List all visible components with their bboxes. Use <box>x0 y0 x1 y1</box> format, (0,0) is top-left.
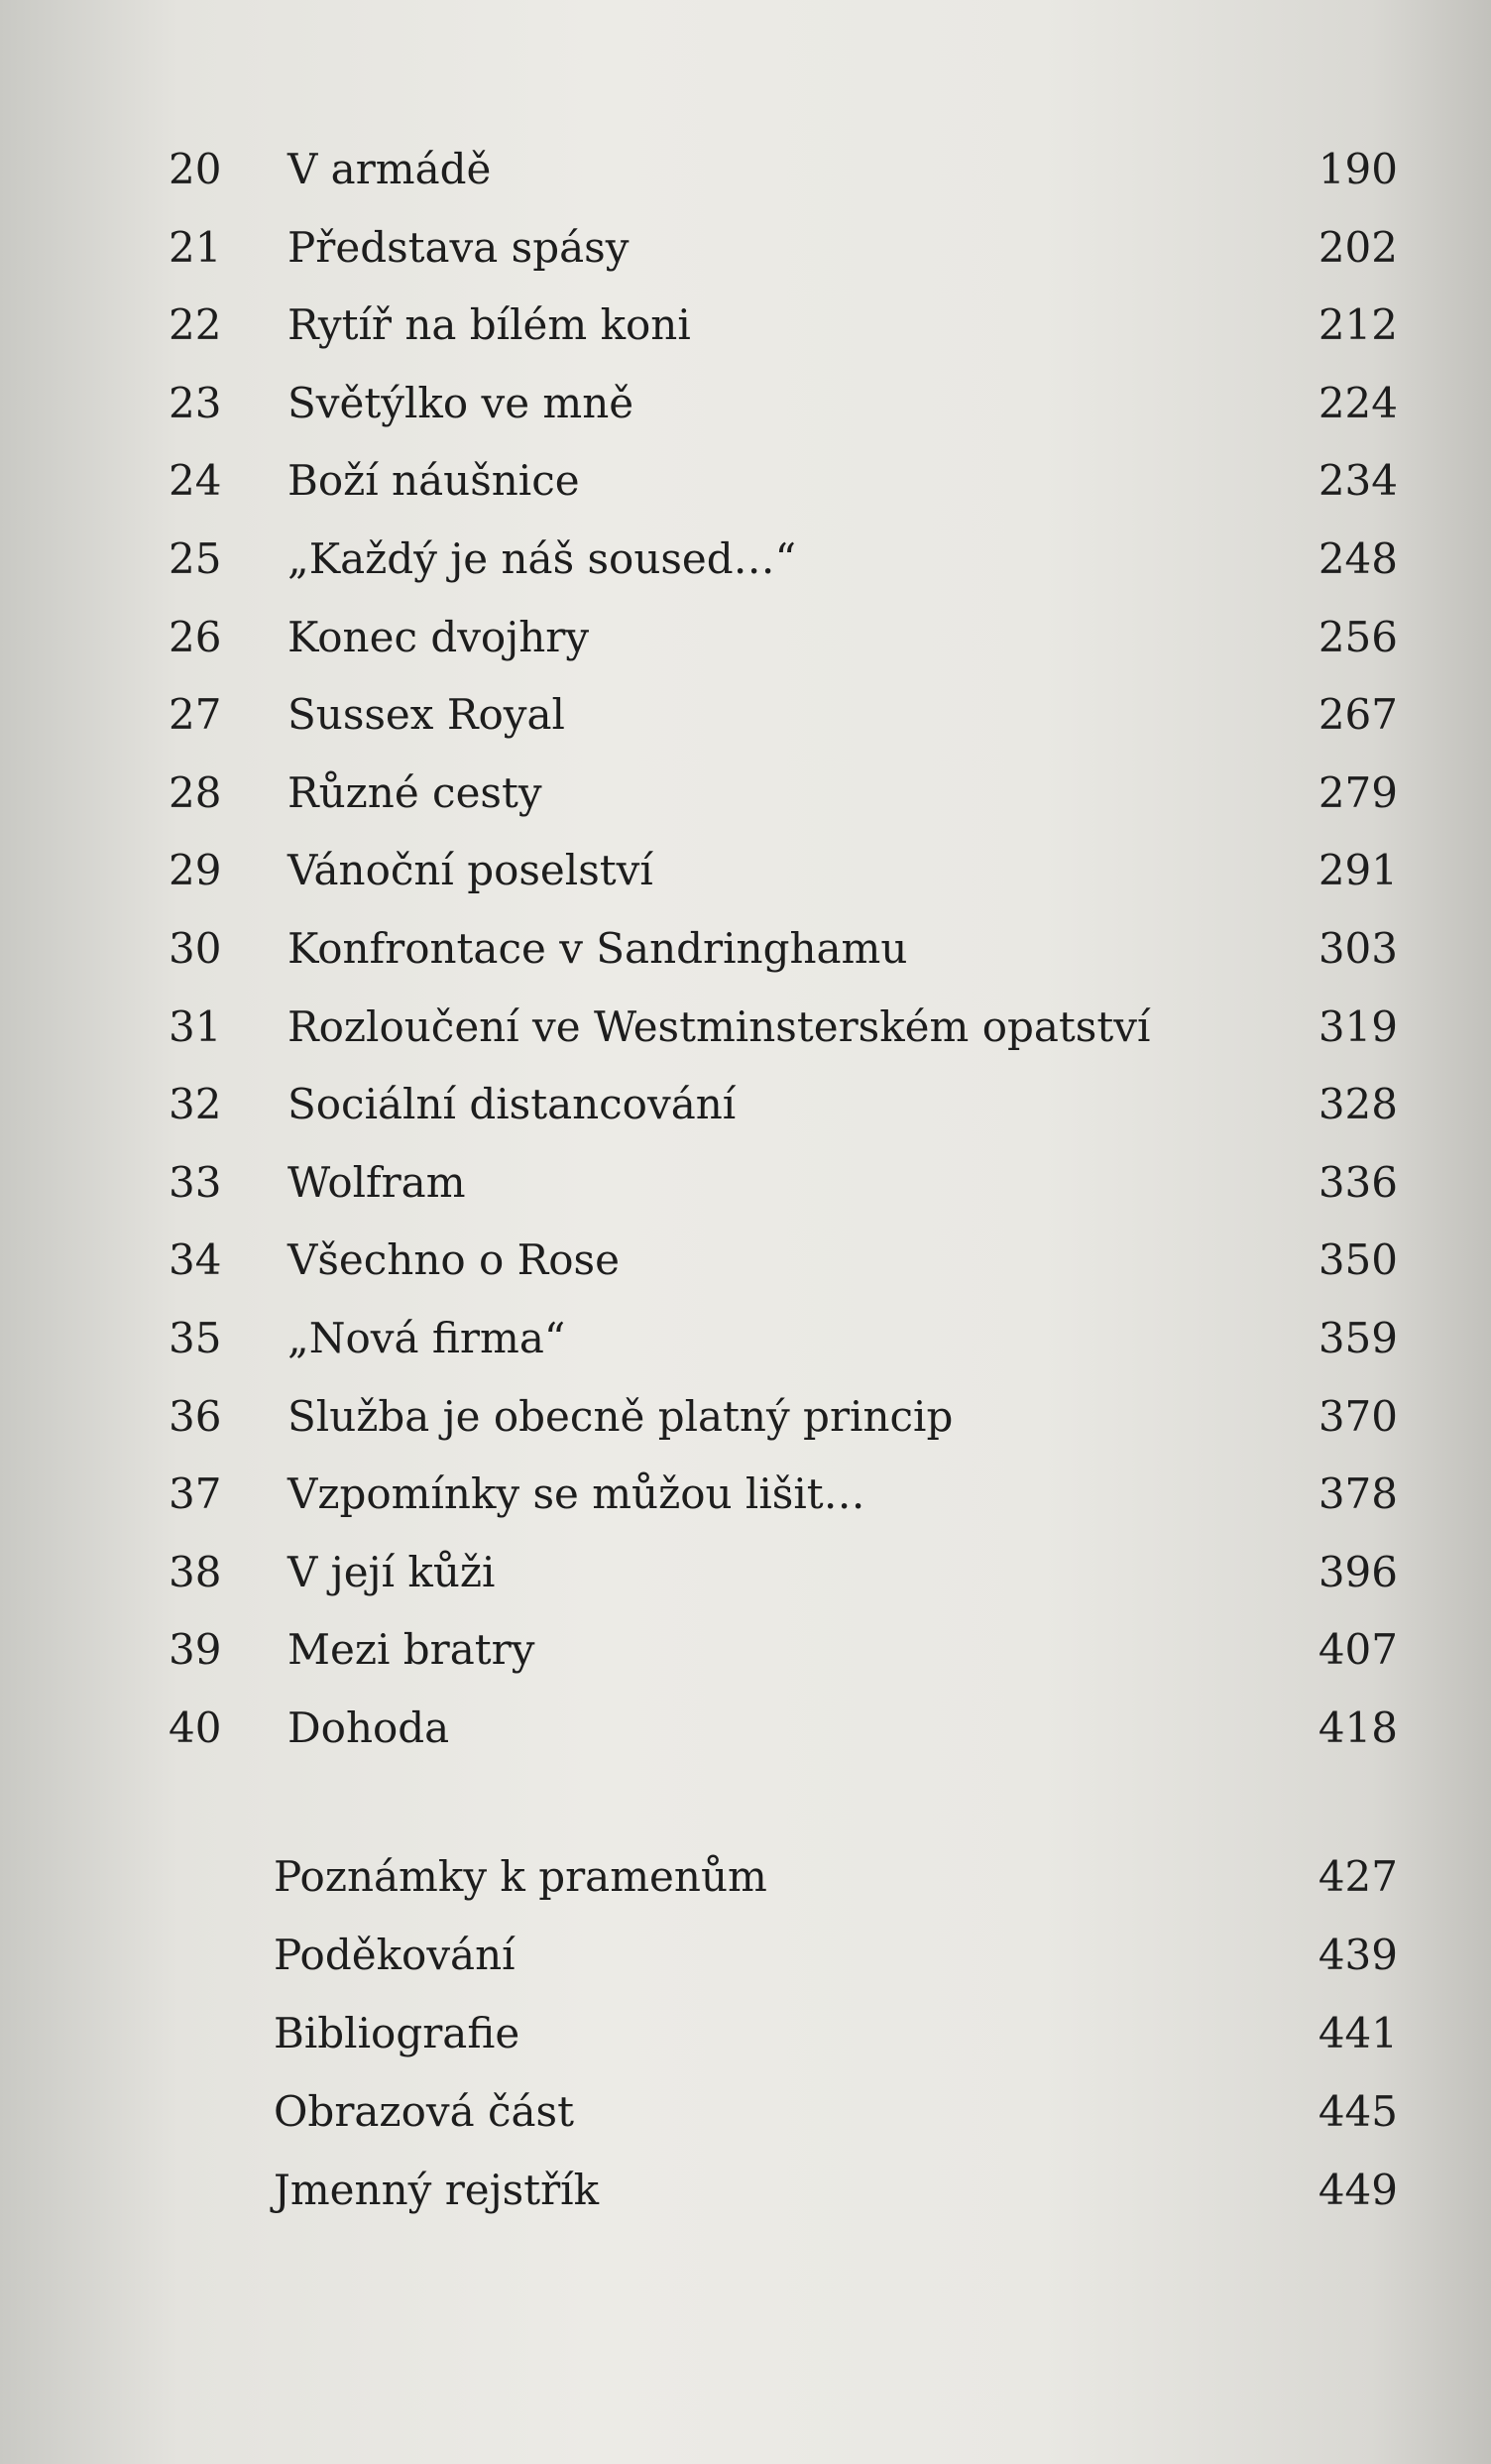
back-matter-title: Jmenný rejstřík <box>274 2166 600 2214</box>
chapter-number: 24 <box>169 456 222 506</box>
chapter-title: Světýlko ve mně <box>287 378 634 427</box>
page-number: 370 <box>1318 1391 1398 1441</box>
toc-entry <box>169 1378 1398 1457</box>
chapter-title: Různé cesty <box>287 767 542 817</box>
toc-entry <box>169 1066 1398 1144</box>
chapter-number: 36 <box>169 1391 222 1441</box>
toc-entry <box>169 1222 1398 1300</box>
page-number: 202 <box>1318 222 1398 272</box>
page-number: 336 <box>1318 1157 1398 1207</box>
chapter-number: 32 <box>169 1080 222 1129</box>
toc-entry <box>169 1300 1398 1378</box>
toc-entry <box>169 1611 1398 1690</box>
page-number: 328 <box>1318 1080 1398 1129</box>
page-number: 359 <box>1318 1313 1398 1362</box>
chapter-number: 38 <box>169 1547 222 1596</box>
page-number: 190 <box>1318 145 1398 193</box>
chapter-number: 40 <box>169 1702 222 1752</box>
back-matter-entry <box>169 1837 1398 1916</box>
page-number: 256 <box>1318 612 1398 661</box>
page-number: 291 <box>1318 846 1398 895</box>
page-number: 396 <box>1318 1547 1398 1596</box>
chapter-title: V armádě <box>287 145 492 193</box>
page-number: 303 <box>1318 923 1398 973</box>
toc-entry <box>169 287 1398 365</box>
chapter-title: V její kůži <box>287 1547 496 1596</box>
chapter-title: Wolfram <box>287 1157 466 1207</box>
page-number: 212 <box>1318 300 1398 350</box>
chapter-title: Představa spásy <box>287 222 630 272</box>
toc-entry <box>169 1456 1398 1534</box>
chapter-number: 27 <box>169 690 222 740</box>
toc-entry <box>169 832 1398 910</box>
chapter-title: Rozloučení ve Westminsterském opatství <box>287 1001 1151 1051</box>
chapter-number: 28 <box>169 767 222 817</box>
page-number: 319 <box>1318 1001 1398 1051</box>
toc-entry <box>169 209 1398 288</box>
chapter-title: Sociální distancování <box>287 1080 737 1129</box>
chapter-title: Dohoda <box>287 1702 450 1752</box>
chapter-number: 20 <box>169 145 222 193</box>
toc-entry <box>169 910 1398 989</box>
chapter-title: „Každý je náš soused…“ <box>287 533 797 583</box>
toc-entry <box>169 442 1398 521</box>
chapter-number: 39 <box>169 1625 222 1675</box>
chapter-title: Mezi bratry <box>287 1625 535 1675</box>
chapter-title: Všechno o Rose <box>287 1235 620 1285</box>
chapter-number: 37 <box>169 1469 222 1519</box>
table-of-contents <box>169 131 1398 1767</box>
toc-entry <box>169 1534 1398 1612</box>
back-matter-title: Obrazová část <box>274 2087 574 2136</box>
toc-entry <box>169 365 1398 443</box>
back-matter-title: Poznámky k pramenům <box>274 1852 767 1901</box>
chapter-number: 29 <box>169 846 222 895</box>
page-number: 418 <box>1318 1702 1398 1752</box>
chapter-number: 33 <box>169 1157 222 1207</box>
chapter-number: 34 <box>169 1235 222 1285</box>
chapter-number: 31 <box>169 1001 222 1051</box>
toc-entry <box>169 1690 1398 1768</box>
back-matter-title: Poděkování <box>274 1931 516 1979</box>
toc-entry <box>169 599 1398 677</box>
page-number: 378 <box>1318 1469 1398 1519</box>
chapter-title: Rytíř na bílém koni <box>287 300 691 350</box>
page-number: 439 <box>1318 1931 1398 1979</box>
back-matter-title: Bibliografie <box>274 2009 520 2057</box>
back-matter-entry <box>169 2151 1398 2229</box>
chapter-title: Konfrontace v Sandringhamu <box>287 923 908 973</box>
page-number: 449 <box>1318 2166 1398 2214</box>
page-number: 407 <box>1318 1625 1398 1675</box>
page-number: 267 <box>1318 690 1398 740</box>
chapter-title: Vánoční poselství <box>287 846 653 895</box>
chapter-number: 25 <box>169 533 222 583</box>
back-matter-entry <box>169 1994 1398 2072</box>
toc-entry <box>169 1144 1398 1223</box>
page-number: 445 <box>1318 2087 1398 2136</box>
page-number: 350 <box>1318 1235 1398 1285</box>
chapter-title: Konec dvojhry <box>287 612 590 661</box>
back-matter-list <box>169 1837 1398 2229</box>
chapter-title: Služba je obecně platný princip <box>287 1391 954 1441</box>
toc-entry <box>169 676 1398 755</box>
page-number: 224 <box>1318 378 1398 427</box>
chapter-title: „Nová firma“ <box>287 1313 566 1362</box>
chapter-number: 30 <box>169 923 222 973</box>
chapter-title: Vzpomínky se můžou lišit… <box>287 1469 865 1519</box>
chapter-title: Boží náušnice <box>287 456 580 506</box>
chapter-title: Sussex Royal <box>287 690 565 740</box>
page-number: 234 <box>1318 456 1398 506</box>
chapter-number: 22 <box>169 300 222 350</box>
chapter-number: 35 <box>169 1313 222 1362</box>
page-number: 441 <box>1318 2009 1398 2057</box>
page-number: 248 <box>1318 533 1398 583</box>
page-number: 279 <box>1318 767 1398 817</box>
toc-entry <box>169 521 1398 599</box>
chapter-number: 23 <box>169 378 222 427</box>
toc-entry <box>169 755 1398 833</box>
chapter-number: 21 <box>169 222 222 272</box>
page-number: 427 <box>1318 1852 1398 1901</box>
chapter-number: 26 <box>169 612 222 661</box>
back-matter-entry <box>169 1916 1398 1994</box>
back-matter-entry <box>169 2072 1398 2151</box>
toc-entry <box>169 989 1398 1067</box>
toc-entry <box>169 131 1398 209</box>
